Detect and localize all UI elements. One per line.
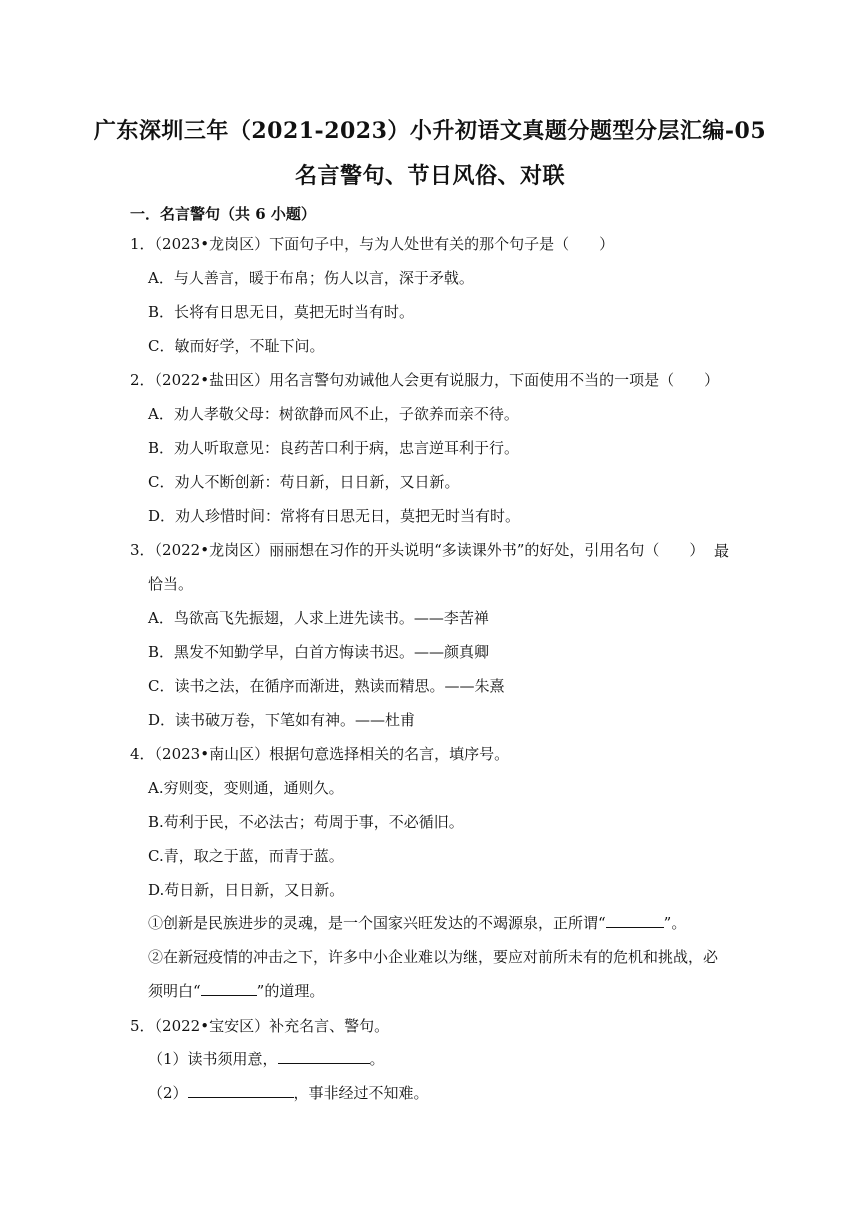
question-4-option-a: A.穷则变，变则通，通则久。 <box>148 779 344 797</box>
question-4-item-2-line1: ②在新冠疫情的冲击之下，许多中小企业难以为继，要应对前所未有的危机和挑战，必 <box>148 948 719 966</box>
question-5-item-2-text: （2） <box>148 1084 188 1102</box>
question-4-item-1-end: ”。 <box>663 914 687 932</box>
question-3-stem: 3．（2022•龙岗区）丽丽想在习作的开头说明“多读课外书”的好处，引用名句（ ） <box>130 541 705 559</box>
question-4-item-2-text: 须明白“ <box>148 982 201 1000</box>
question-5-item-1-end: 。 <box>369 1050 385 1068</box>
answer-blank[interactable] <box>606 913 664 928</box>
answer-blank[interactable] <box>188 1083 294 1098</box>
question-2-stem: 2．（2022•盐田区）用名言警句劝诫他人会更有说服力，下面使用不当的一项是（ ） <box>130 371 720 389</box>
question-2-option-b: B．劝人听取意见：良药苦口利于病，忠言逆耳利于行。 <box>148 439 520 457</box>
question-1-option-a: A．与人善言，暖于布帛；伤人以言，深于矛戟。 <box>148 269 474 287</box>
question-4-stem: 4．（2023•南山区）根据句意选择相关的名言，填序号。 <box>130 745 510 763</box>
question-1-option-c: C．敏而好学，不耻下问。 <box>148 337 325 355</box>
question-5-item-1-text: （1）读书须用意， <box>148 1050 278 1068</box>
question-1-stem: 1．（2023•龙岗区）下面句子中，与为人处世有关的那个句子是（ ） <box>130 235 615 253</box>
question-2-option-d: D．劝人珍惜时间：常将有日思无日，莫把无时当有时。 <box>148 507 521 525</box>
question-4-item-1-text: ①创新是民族进步的灵魂，是一个国家兴旺发达的不竭源泉，正所谓“ <box>148 914 606 932</box>
question-5-item-2-end: ，事非经过不知难。 <box>293 1084 429 1102</box>
question-3-option-a: A．鸟欲高飞先振翅，人求上进先读书。——李苦禅 <box>148 609 489 627</box>
question-4-option-c: C.青，取之于蓝，而青于蓝。 <box>148 847 344 865</box>
answer-blank[interactable] <box>201 981 257 996</box>
question-2-option-c: C．劝人不断创新：苟日新，日日新，又日新。 <box>148 473 460 491</box>
section-heading: 一．名言警句（共 6 小题） <box>130 205 316 223</box>
question-3-stem-tail: 最 <box>714 542 730 560</box>
question-3-option-d: D．读书破万卷，下笔如有神。——杜甫 <box>148 711 416 729</box>
question-2-option-a: A．劝人孝敬父母：树欲静而风不止，子欲养而亲不待。 <box>148 405 519 423</box>
question-3-option-b: B．黑发不知勤学早，白首方悔读书迟。——颜真卿 <box>148 643 490 661</box>
document-subtitle: 名言警句、节日风俗、对联 <box>294 163 565 189</box>
question-5-item-2 <box>148 1083 429 1103</box>
question-4-item-2-line2 <box>148 981 324 1001</box>
answer-blank[interactable] <box>278 1049 370 1064</box>
question-4-option-d: D.苟日新，日日新，又日新。 <box>148 881 345 899</box>
question-4-item-2-end: ”的道理。 <box>256 982 325 1000</box>
question-5-item-1 <box>148 1049 385 1069</box>
question-4-item-1 <box>148 913 686 933</box>
question-5-stem: 5．（2022•宝安区）补充名言、警句。 <box>130 1017 390 1035</box>
question-3-option-c: C．读书之法，在循序而渐进，熟读而精思。——朱熹 <box>148 677 505 695</box>
question-1-option-b: B．长将有日思无日，莫把无时当有时。 <box>148 303 415 321</box>
question-3-stem-line2: 恰当。 <box>148 575 194 593</box>
document-title: 广东深圳三年（2021-2023）小升初语文真题分题型分层汇编-05 <box>93 118 767 144</box>
question-4-option-b: B.苟利于民，不必法古；苟周于事，不必循旧。 <box>148 813 464 831</box>
